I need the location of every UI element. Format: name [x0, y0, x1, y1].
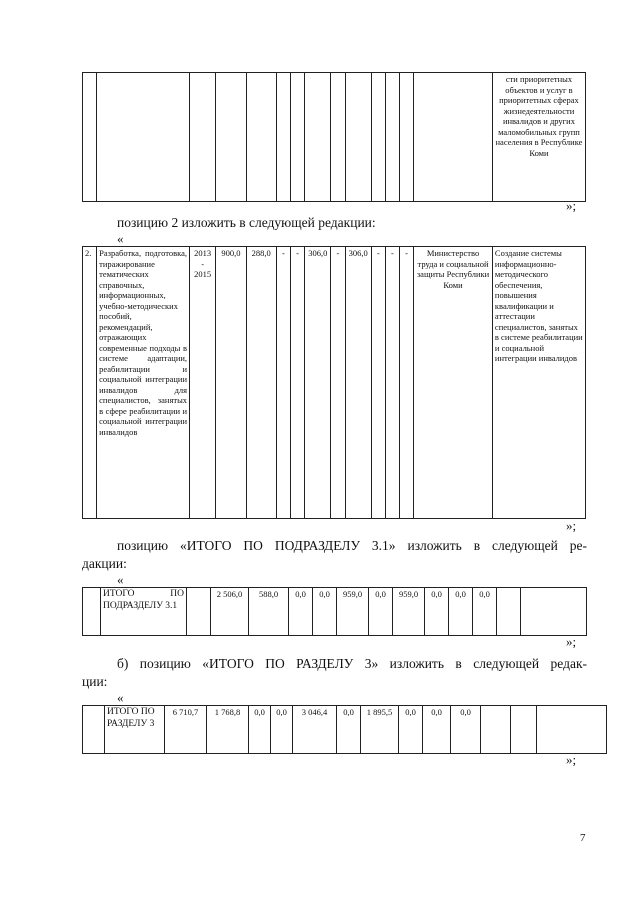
- total-value: 0,0: [449, 588, 473, 636]
- total-value: 2 506,0: [211, 588, 249, 636]
- cont-cell: [246, 73, 276, 202]
- total-value: 0,0: [271, 706, 293, 754]
- closing-quote-4: »;: [566, 752, 577, 767]
- cont-cell: [276, 73, 290, 202]
- empty-cell: [511, 706, 537, 754]
- empty-cell: [521, 588, 587, 636]
- value-cell: 306,0: [345, 247, 371, 519]
- cont-cell: [305, 73, 331, 202]
- empty-cell: [537, 706, 607, 754]
- years-cell: 2013 - 2015: [190, 247, 216, 519]
- total-value: 0,0: [313, 588, 337, 636]
- cont-cell: [216, 73, 246, 202]
- total-value: 0,0: [369, 588, 393, 636]
- empty-cell: [83, 588, 101, 636]
- total-section-3-table: [82, 705, 607, 754]
- value-cell: -: [371, 247, 385, 519]
- cont-result-cell: сти приоритетных объектов и услуг в приоритетных сферах жизнедеятельности инвалидов и других маломобильных групп населения в Республике Коми: [492, 73, 585, 202]
- value-cell: -: [276, 247, 290, 519]
- total-value: 0,0: [423, 706, 451, 754]
- value-cell: 306,0: [305, 247, 331, 519]
- opening-quote-3: «: [117, 690, 124, 705]
- instruction-paragraph-3-end: ции:: [82, 674, 108, 689]
- empty-cell: [83, 706, 105, 754]
- value-cell: -: [400, 247, 414, 519]
- value-cell: -: [331, 247, 345, 519]
- total-value: 959,0: [337, 588, 369, 636]
- total-value: 0,0: [249, 706, 271, 754]
- total-subsection-3-1-table: [82, 587, 587, 636]
- total-value: 959,0: [393, 588, 425, 636]
- total-value: 588,0: [249, 588, 289, 636]
- measure-name: Разработка, подготовка, тиражирование тематических справочных, информационных, учебно-методических пособий, рекомендаций, отражающих современные подходы в системе адаптации, реабилитации и социальной интеграции инвалидов для специалистов, занятых в сфере реабилитации и социальной интеграции инвалидов: [97, 247, 190, 519]
- empty-cell: [187, 588, 211, 636]
- closing-quote-3: »;: [566, 634, 577, 649]
- cont-cell: [371, 73, 385, 202]
- total-value: 0,0: [425, 588, 449, 636]
- total-value: 0,0: [451, 706, 481, 754]
- empty-cell: [497, 588, 521, 636]
- total-value: 1 895,5: [361, 706, 399, 754]
- value-cell: 900,0: [216, 247, 246, 519]
- opening-quote-1: «: [117, 231, 124, 246]
- cont-cell: [291, 73, 305, 202]
- total-value: 3 046,4: [293, 706, 337, 754]
- continuation-table: [82, 72, 586, 202]
- cont-cell: [83, 73, 97, 202]
- row-number: 2.: [83, 247, 97, 519]
- cont-cell: [385, 73, 399, 202]
- instruction-paragraph-3: б) позицию «ИТОГО ПО РАЗДЕЛУ 3» изложить в следующей редак-: [117, 656, 587, 671]
- position-2-table: [82, 246, 586, 519]
- closing-quote-2: »;: [566, 518, 577, 533]
- cont-cell: [414, 73, 493, 202]
- total-label: ИТОГО ПО РАЗДЕЛУ 3: [105, 706, 165, 754]
- instruction-paragraph-1: позицию 2 изложить в следующей редакции:: [117, 215, 376, 230]
- executor-cell: Министерство труда и социальной защиты Республики Коми: [414, 247, 493, 519]
- total-value: 6 710,7: [165, 706, 207, 754]
- opening-quote-2: «: [117, 572, 124, 587]
- total-value: 0,0: [399, 706, 423, 754]
- value-cell: 288,0: [246, 247, 276, 519]
- result-cell: Создание системы информационно-методического обеспечения, повышения квалификации и аттестации специалистов, занятых в системе реабилитации и социальной интеграции инвалидов: [492, 247, 585, 519]
- total-value: 0,0: [289, 588, 313, 636]
- total-label: ИТОГО ПО ПОДРАЗДЕЛУ 3.1: [101, 588, 187, 636]
- page-number: 7: [580, 832, 586, 844]
- value-cell: -: [291, 247, 305, 519]
- cont-cell: [190, 73, 216, 202]
- total-value: 0,0: [337, 706, 361, 754]
- total-value: 1 768,8: [207, 706, 249, 754]
- cont-cell: [345, 73, 371, 202]
- instruction-paragraph-2-end: дакции:: [82, 556, 127, 571]
- cont-cell: [331, 73, 345, 202]
- empty-cell: [481, 706, 511, 754]
- total-value: 0,0: [473, 588, 497, 636]
- cont-cell: [97, 73, 190, 202]
- value-cell: -: [385, 247, 399, 519]
- cont-cell: [400, 73, 414, 202]
- instruction-paragraph-2: позицию «ИТОГО ПО ПОДРАЗДЕЛУ 3.1» изложить в следующей ре-: [117, 538, 587, 553]
- closing-quote-1: »;: [566, 198, 577, 213]
